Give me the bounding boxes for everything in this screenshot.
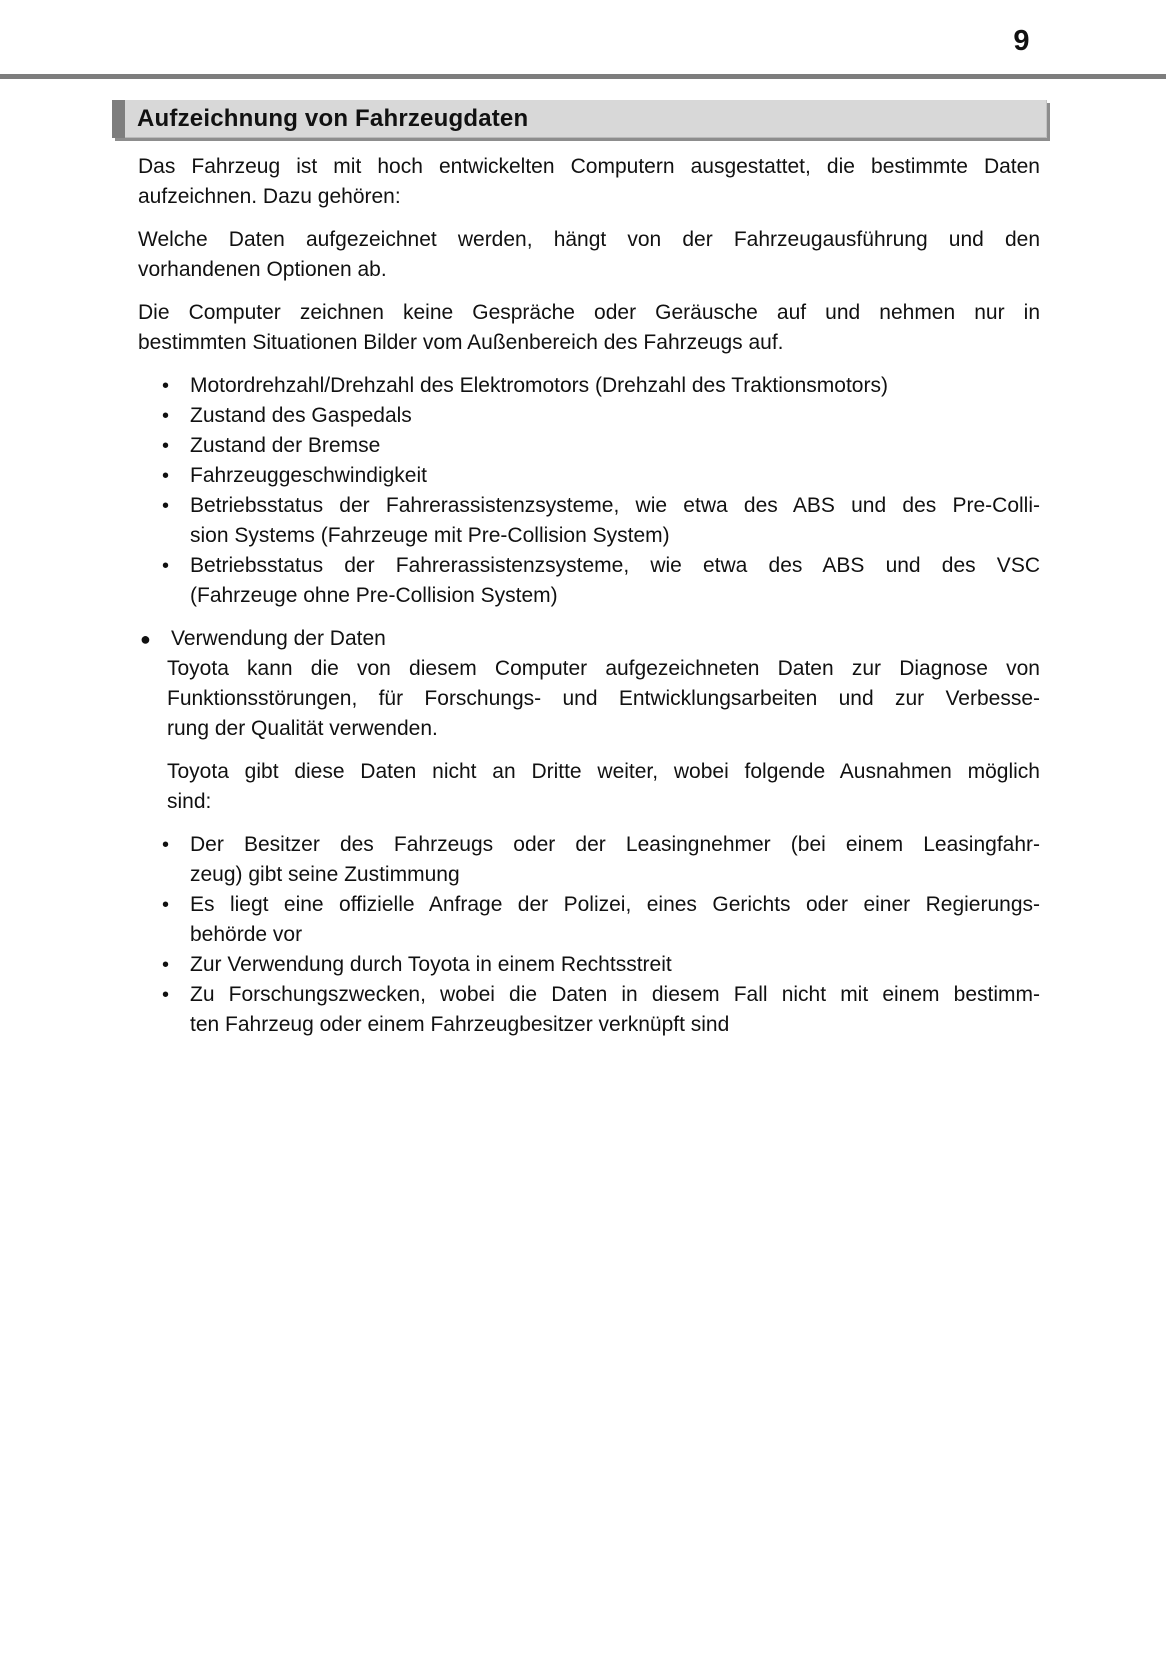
text-lines: [190, 401, 1040, 431]
item-text: [190, 551, 1040, 611]
list-item: [138, 950, 1040, 980]
paragraph: [167, 757, 1040, 817]
bullet-icon: •: [162, 984, 170, 1006]
text-line: Zustand der Bremse: [190, 434, 381, 457]
text-line: Zu Forschungszwecken, wobei die Daten in diesem Fall nicht mit einem bestimm-: [190, 983, 1040, 1006]
text-line: ten Fahrzeug oder einem Fahrzeugbesitzer verknüpft sind: [190, 1013, 730, 1036]
bullet-icon: •: [162, 555, 170, 577]
bullet-icon: •: [162, 405, 170, 427]
text-line: Zustand des Gaspedals: [190, 404, 412, 427]
text-line: Das Fahrzeug ist mit hoch entwickelten Computern ausgestattet, die bestimmte Daten: [138, 155, 1040, 178]
list-item: [138, 551, 1040, 611]
section-header-accent: [112, 100, 125, 138]
text-lines: [138, 225, 1040, 285]
text-line: Betriebsstatus der Fahrerassistenzsysteme, wie etwa des ABS und des Pre-Colli-: [190, 494, 1040, 517]
text-line: sind:: [167, 790, 212, 813]
list-item: [138, 401, 1040, 431]
text-lines: [138, 298, 1040, 358]
paragraph: [138, 298, 1040, 358]
list-item: [138, 491, 1040, 551]
text-line: aufzeichnen. Dazu gehören:: [138, 185, 401, 208]
paragraph: [167, 654, 1040, 744]
bullet-icon: •: [162, 435, 170, 457]
text-line: sion Systems (Fahrzeuge mit Pre-Collision System): [190, 524, 670, 547]
text-line: Fahrzeuggeschwindigkeit: [190, 464, 427, 487]
text-lines: [167, 757, 1040, 817]
section-header: [112, 100, 1047, 138]
text-line: Funktionsstörungen, für Forschungs- und Entwicklungsarbeiten und zur Verbesse-: [167, 687, 1040, 710]
content-area: [138, 152, 1040, 1040]
text-line: Die Computer zeichnen keine Gespräche oder Geräusche auf und nehmen nur in: [138, 301, 1040, 324]
text-lines: [190, 461, 1040, 491]
list-item: [138, 431, 1040, 461]
item-text: [190, 830, 1040, 890]
text-line: (Fahrzeuge ohne Pre-Collision System): [190, 584, 558, 607]
list-item: [138, 830, 1040, 890]
paragraph: [138, 152, 1040, 212]
item-text: [190, 401, 1040, 431]
subsection-title: Verwendung der Daten: [171, 627, 386, 650]
text-lines: [190, 980, 1040, 1040]
item-text: [190, 890, 1040, 950]
item-text: [190, 980, 1040, 1040]
text-lines: [190, 431, 1040, 461]
list-item: [138, 461, 1040, 491]
text-line: behörde vor: [190, 923, 303, 946]
bullet-list: [138, 371, 1040, 611]
item-text: [190, 950, 1040, 980]
disc-bullet-icon: ●: [140, 629, 151, 649]
text-lines: [190, 551, 1040, 611]
item-text: [190, 371, 1040, 401]
bullet-icon: •: [162, 834, 170, 856]
text-line: Es liegt eine offizielle Anfrage der Polizei, eines Gerichts oder einer Regierungs-: [190, 893, 1040, 916]
text-lines: [167, 654, 1040, 744]
text-lines: [190, 491, 1040, 551]
text-lines: [190, 950, 1040, 980]
text-line: Zur Verwendung durch Toyota in einem Rechtsstreit: [190, 953, 672, 976]
text-lines: [138, 152, 1040, 212]
list-item: [138, 371, 1040, 401]
section-title: Aufzeichnung von Fahrzeugdaten: [125, 100, 1047, 138]
bullet-list: [138, 830, 1040, 1040]
text-lines: [190, 371, 1040, 401]
bullet-icon: •: [162, 495, 170, 517]
text-line: zeug) gibt seine Zustimmung: [190, 863, 460, 886]
text-line: Welche Daten aufgezeichnet werden, hängt von der Fahrzeugausführung und den: [138, 228, 1040, 251]
page-number: 9: [1013, 25, 1030, 57]
item-text: [190, 491, 1040, 551]
text-line: Toyota gibt diese Daten nicht an Dritte weiter, wobei folgende Ausnahmen möglich: [167, 760, 1040, 783]
text-line: rung der Qualität verwenden.: [167, 717, 438, 740]
bullet-icon: •: [162, 894, 170, 916]
text-line: Betriebsstatus der Fahrerassistenzsysteme, wie etwa des ABS und des VSC: [190, 554, 1040, 577]
paragraph: [138, 225, 1040, 285]
text-lines: [190, 830, 1040, 890]
text-line: Toyota kann die von diesem Computer aufgezeichneten Daten zur Diagnose von: [167, 657, 1040, 680]
text-lines: [190, 890, 1040, 950]
bullet-icon: •: [162, 375, 170, 397]
text-line: vorhandenen Optionen ab.: [138, 258, 387, 281]
top-rule: [0, 74, 1166, 79]
bullet-icon: •: [162, 954, 170, 976]
text-line: Der Besitzer des Fahrzeugs oder der Leasingnehmer (bei einem Leasingfahr-: [190, 833, 1040, 856]
text-line: Motordrehzahl/Drehzahl des Elektromotors (Drehzahl des Traktionsmotors): [190, 374, 888, 397]
item-text: [190, 431, 1040, 461]
list-item: [138, 980, 1040, 1040]
text-line: bestimmten Situationen Bilder vom Außenbereich des Fahrzeugs auf.: [138, 331, 784, 354]
subsection-heading: [138, 624, 1040, 654]
list-item: [138, 890, 1040, 950]
item-text: [190, 461, 1040, 491]
bullet-icon: •: [162, 465, 170, 487]
